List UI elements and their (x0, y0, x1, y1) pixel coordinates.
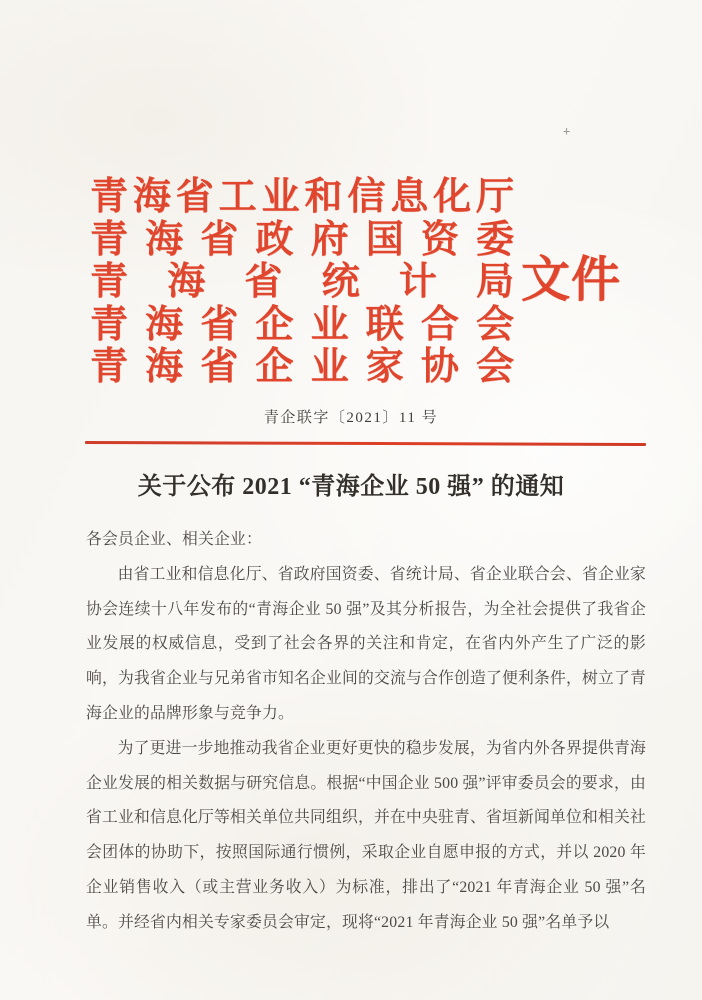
letterhead-org-line-3: 青海省统计局 (90, 261, 514, 304)
letterhead-org-line-4: 青海省企业联合会 (90, 303, 514, 346)
document-body (86, 523, 646, 941)
letterhead (90, 176, 514, 389)
letterhead-org-line-1: 青海省工业和信息化厅 (90, 176, 514, 218)
document-title: 关于公布 2021 “青海企业 50 强” 的通知 (137, 474, 565, 500)
scan-registration-mark: + (563, 124, 571, 138)
salutation-line: 各会员企业、相关企业： (86, 531, 262, 548)
body-paragraph-1: 由省工业和信息化厅、省政府国资委、省统计局、省企业联合会、省企业家协会连续十八年发布的“青海企业 50 强”及其分析报告，为全社会提供了我省企业发展的权威信息，受到了社会各界的关注和肯定，在省内外产生了广泛的影响，为我省企业与兄弟省市知名企业间的交流与合作创造了便利条件，树立了青海企业的品牌形象与竞争力。 (86, 565, 646, 722)
letterhead-org-line-5: 青海省企业家协会 (90, 346, 514, 389)
red-divider-rule (85, 441, 646, 446)
letterhead-org-line-2: 青海省政府国资委 (90, 218, 514, 261)
letterhead-document-suffix: 文件 (521, 252, 622, 307)
document-reference-number: 青企联字〔2021〕11 号 (263, 410, 439, 426)
body-paragraph-2: 为了更进一步地推动我省企业更好更快的稳步发展，为省内外各界提供青海企业发展的相关数据与研究信息。根据“中国企业 500 强”评审委员会的要求，由省工业和信息化厅等相关单位共同组织，并在中央驻青、省垣新闻单位和相关社会团体的协助下，按照国际通行惯例，采取企业自愿申报的方式，并以 2020 年企业销售收入（或主营业务收入）为标准，排出了“2021 年青海企业 50 强”名单。并经省内相关专家委员会审定，现将“2021 年青海企业 50 强”名单予以 (86, 739, 646, 931)
